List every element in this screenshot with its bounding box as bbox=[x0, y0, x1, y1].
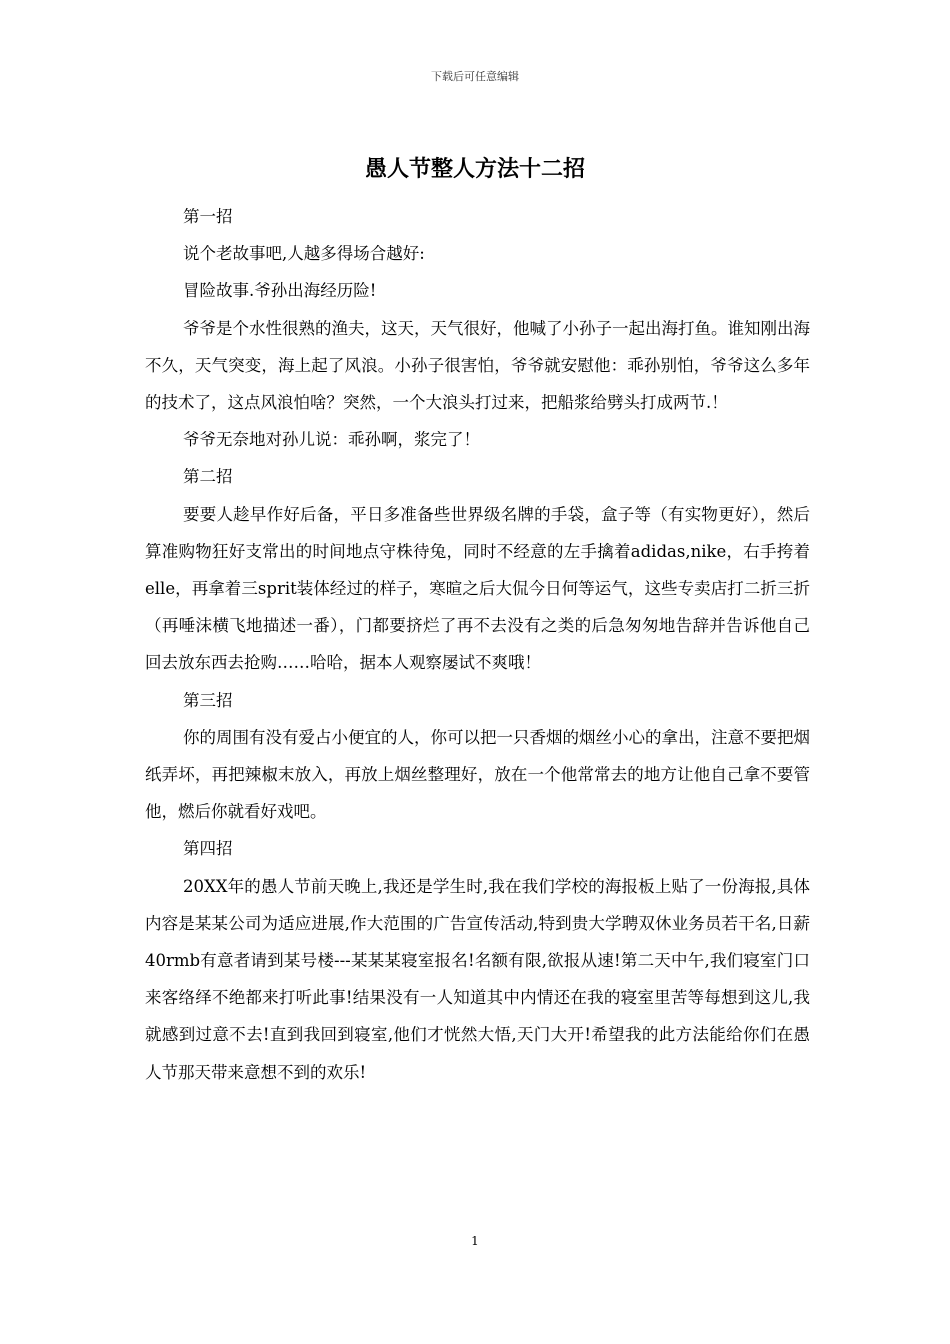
paragraph: 说个老故事吧,人越多得场合越好: bbox=[183, 244, 425, 264]
document-body bbox=[145, 198, 810, 1091]
page-header: 下载后可任意编辑 bbox=[431, 70, 519, 83]
document-title: 愚人节整人方法十二招 bbox=[364, 157, 585, 182]
paragraph: 你的周围有没有爱占小便宜的人，你可以把一只香烟的烟丝小心的拿出，注意不要把烟纸弄坏，再把辣椒末放入，再放上烟丝整理好，放在一个他常常去的地方让他自己拿不要管他，燃后你就看好戏吧。 bbox=[145, 727, 810, 822]
paragraph: 爷爷是个水性很熟的渔夫，这天，天气很好，他喊了小孙子一起出海打鱼。谁知刚出海不久，天气突变，海上起了风浪。小孙子很害怕，爷爷就安慰他：乖孙别怕，爷爷这么多年的技术了，这点风浪怕啥？突然，一个大浪头打过来，把船浆给劈头打成两节.！ bbox=[145, 318, 810, 413]
paragraph: 要要人趁早作好后备，平日多准备些世界级名牌的手袋，盒子等（有实物更好），然后算准购物狂好支常出的时间地点守株待兔，同时不经意的左手擒着adidas,nike，右手挎着elle，再拿着三sprit装体经过的样子，寒暄之后大侃今日何等运气，这些专卖店打二折三折（再唾沫横飞地描述一番），门都要挤烂了再不去没有之类的后急匆匆地告辞并告诉他自己回去放东西去抢购……哈哈，据本人观察屡试不爽哦！ bbox=[145, 504, 810, 673]
section-heading-1: 第一招 bbox=[183, 207, 233, 226]
paragraph: 冒险故事.爷孙出海经历险! bbox=[183, 281, 377, 301]
paragraph: 爷爷无奈地对孙儿说：乖孙啊，浆完了！ bbox=[183, 430, 480, 450]
section-heading-2: 第二招 bbox=[183, 467, 233, 487]
section-heading-3: 第三招 bbox=[183, 690, 233, 710]
section-heading-4: 第四招 bbox=[183, 839, 233, 859]
paragraph: 20XX年的愚人节前天晚上,我还是学生时,我在我们学校的海报板上贴了一份海报,具体内容是某某公司为适应进展,作大范围的广告宣传活动,特到贵大学聘双休业务员若干名,日薪40rmb有意者请到某号楼---某某某寝室报名!名额有限,欲报从速!第二天中午,我们寝室门口来客络绎不绝都来打听此事!结果没有一人知道其中内情还在我的寝室里苦等每想到这儿,我就感到过意不去!直到我回到寝室,他们才恍然大悟,天门大开!希望我的此方法能给你们在愚人节那天带来意想不到的欢乐! bbox=[145, 876, 810, 1082]
page-number: 1 bbox=[471, 1234, 479, 1248]
